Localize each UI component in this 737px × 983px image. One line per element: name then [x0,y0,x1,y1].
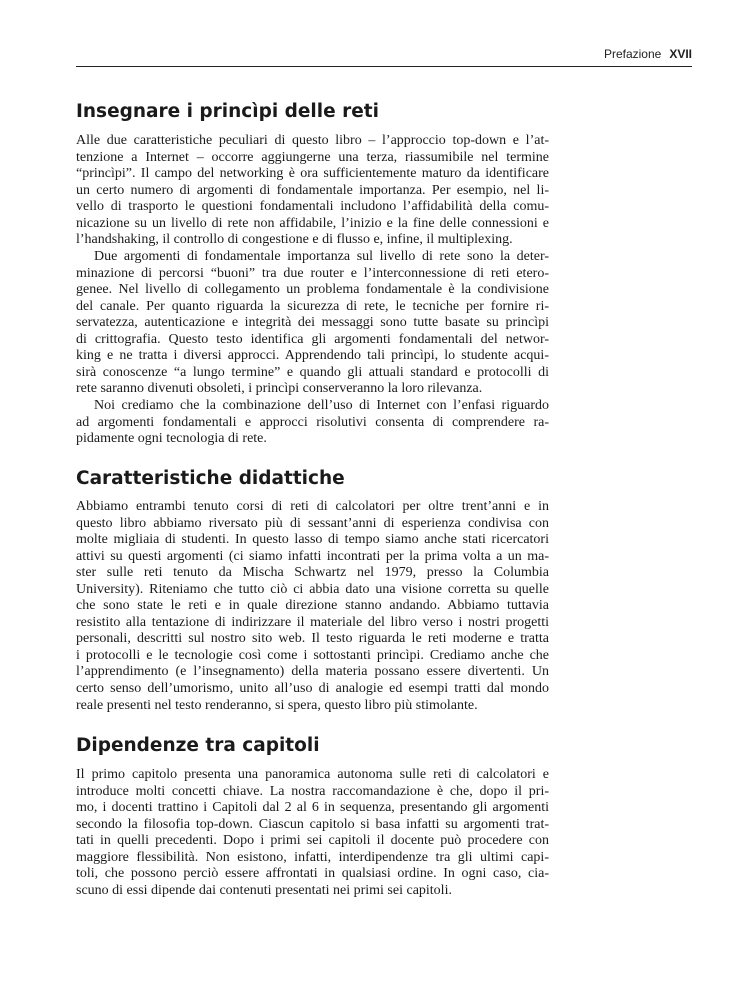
text-line: Noi crediamo che la combinazione dell’uso di Internet con l’enfasi riguardo [94,398,549,413]
text-line: secondo la filosofia top-down. Ciascun capitolo si basa infatti su argomenti trat- [76,816,549,832]
text-line: pidamente ogni tecnologia di rete. [76,431,267,447]
text-line: minazione di percorsi “buoni” tra due router e l’interconnessione di reti etero- [76,265,549,281]
text-line: ster sulle reti tenuto da Mischa Schwartz nel 1979, presso la Columbia [76,565,549,581]
text-line: introduce molti concetti chiave. La nostra raccomandazione è che, dopo il pri- [76,783,549,799]
text-line: di crittografia. Questo testo identifica gli argomenti fondamentali del networ- [76,331,549,347]
text-line: questo libro abbiamo riversato più di sessant’anni di esperienza condivisa con [76,515,549,531]
text-line: del canale. Per quanto riguarda la sicurezza di rete, le tecniche per fornire ri- [76,298,549,314]
text-line: servatezza, autenticazione e integrità dei messaggi sono tutte basate su princìpi [76,315,549,331]
header-section: Prefazione [603,47,662,61]
text-line: tenzione a Internet – occorre aggiungerne una terza, riassumibile nel termine [76,149,549,165]
text-line: Il primo capitolo presenta una panoramica autonoma sulle reti di calcolatori e [76,767,549,782]
text-line: “princìpi”. Il campo del networking è ora sufficientemente maturo da identificare [76,166,549,182]
text-line: attivi su questi argomenti (ci siamo infatti incontrati per la prima volta a un ma- [76,548,549,564]
text-line: Alle due caratteristiche peculiari di questo libro – l’approccio top-down e l’at- [76,133,549,148]
text-line: king e ne tratta i diversi approcci. Apprendendo tali princìpi, lo studente acqui- [76,348,549,364]
text-line: maggiore flessibilità. Non esistono, infatti, interdipendenze tra gli ultimi capi- [76,849,549,865]
section-heading-didattiche: Caratteristiche didattiche [76,468,345,489]
text-line: un certo numero di argomenti di fondamentale importanza. Per esempio, nel li- [76,182,549,198]
text-line: l’handshaking, il controllo di congestione e di flusso e, infine, il multiplexing. [76,232,513,248]
text-line: molte migliaia di studenti. In questo lasso di tempo siamo anche stati ricercatori [76,532,549,548]
paragraph-principi-3 [76,398,549,448]
text-line: resistito alla tentazione di indirizzare il materiale del libro verso i nostri progetti [76,614,549,630]
text-line: ad argomenti fondamentali e approcci risolutivi consenta di comprendere ra- [76,414,549,430]
text-line: genee. Nel livello di collegamento un problema fondamentale è la condivisione [76,282,549,298]
section-heading-dipendenze: Dipendenze tra capitoli [76,735,320,756]
text-line: mo, i docenti trattino i Capitoli dal 2 al 6 in sequenza, presentando gli argomenti [76,800,549,816]
text-line: rete saranno divenuti obsoleti, i princìpi conserveranno la loro rilevanza. [76,381,483,397]
text-line: University). Riteniamo che tutto ciò ci abbia dato una visione corretta su quelle [76,581,549,597]
text-line: l’apprendimento (e l’insegnamento) della materia possano essere divertenti. Un [76,664,549,680]
text-line: personali, descritti sul nostro sito web. Il testo riguarda le reti moderne e tratta [76,631,549,647]
section-heading-principi: Insegnare i princìpi delle reti [76,101,379,122]
header-right [604,47,692,61]
text-line: tati in quelli precedenti. Dopo i primi sei capitoli il docente può procedere con [76,833,549,849]
text-line: Due argomenti di fondamentale importanza sul livello di rete sono la deter- [94,249,549,264]
text-line: Abbiamo entrambi tenuto corsi di reti di calcolatori per oltre trent’anni e in [76,499,549,514]
paragraph-principi-1 [76,133,549,249]
running-header [76,44,692,67]
text-line: sirà conoscenze “a lungo termine” e quando gli attuali standard e protocolli di [76,364,549,380]
text-line: vello di trasporto le questioni fondamentali includono l’affidabilità della comu- [76,199,549,215]
paragraph-didattiche-1 [76,499,549,714]
text-line: i protocolli e le tecnologie così come i sottostanti princìpi. Crediamo anche che [76,647,549,663]
text-line: certo senso dell’umorismo, unito all’uso di analogie ed esempi tratti dal mondo [76,681,549,697]
text-line: che sono state le reti e in quale direzione stanno andando. Abbiamo tuttavia [76,598,549,614]
text-line: toli, che possono perciò essere affrontati in qualsiasi ordine. In ogni caso, cia- [76,866,549,882]
paragraph-dipendenze-1 [76,767,549,899]
header-page-number: XVII [669,47,692,61]
paragraph-principi-2 [76,249,549,398]
text-line: nicazione su un livello di rete non affidabile, l’inizio e la fine delle connessioni e [76,215,549,231]
text-line: reale presenti nel testo renderanno, si spera, questo libro più stimolante. [76,697,478,713]
text-line: scuno di essi dipende dai contenuti presentati nei primi sei capitoli. [76,882,452,898]
